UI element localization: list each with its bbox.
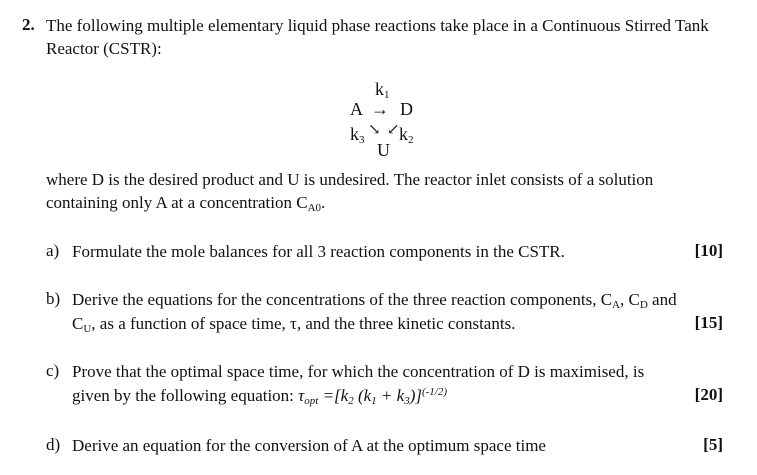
description-line-2: containing only A at a concentration $C_{A0}$. [46, 193, 326, 214]
species-d: D [400, 99, 413, 119]
species-u: U [377, 140, 390, 160]
arrow-down-left-icon: ↙ [387, 122, 400, 138]
part-d-marks: [5] [703, 435, 723, 454]
part-b-letter: b) [46, 289, 61, 308]
part-d-text: Derive an equation for the conversion of A at the optimum space time [72, 436, 546, 455]
rate-constant-k3: $k_3$ [350, 124, 365, 146]
part-c-letter: c) [46, 361, 60, 380]
part-b-text [72, 288, 702, 336]
optimal-space-time-equation: $\tau_{opt} =[k_2$ $(k_1 + k_3)]^{(-1/2)}$ [298, 386, 448, 407]
rate-constant-k2: $k_2$ [399, 124, 414, 146]
part-d-letter: d) [46, 435, 61, 454]
part-a-letter: a) [46, 241, 60, 260]
part-a-text: Formulate the mole balances for all 3 reaction components in the CSTR. [72, 242, 565, 261]
part-b-line-2: $C_U$, as a function of space time, τ, and the three kinetic constants. [72, 314, 516, 335]
question-number: 2. [22, 15, 35, 34]
arrow-down-right-icon: ↘ [368, 122, 381, 138]
part-c-line-1: Prove that the optimal space time, for which the concentration of D is maximised, is [72, 362, 645, 381]
part-c-line-2: given by the following equation: $\tau_{opt} =[k_2$ $(k_1 + k_3)]^{(-1/2)}$ [72, 386, 448, 407]
question-intro: The following multiple elementary liquid phase reactions take place in a Continuous Stirred Tank Reactor (CSTR): [46, 16, 709, 58]
arrow-right-icon: → [371, 99, 389, 119]
species-a: A [350, 99, 363, 119]
description-paragraph [46, 168, 746, 214]
part-a-marks: [10] [694, 241, 723, 260]
part-b-marks: [15] [694, 313, 723, 332]
rate-constant-k1: $k_1$ [375, 79, 390, 101]
part-c-marks: [20] [694, 385, 723, 404]
part-c-text [72, 360, 702, 408]
part-b-line-1: Derive the equations for the concentrations of the three reaction components, $C_A$, $C_D$ and [72, 290, 677, 311]
description-line-1: where D is the desired product and U is undesired. The reactor inlet consists of a solution [46, 170, 654, 189]
